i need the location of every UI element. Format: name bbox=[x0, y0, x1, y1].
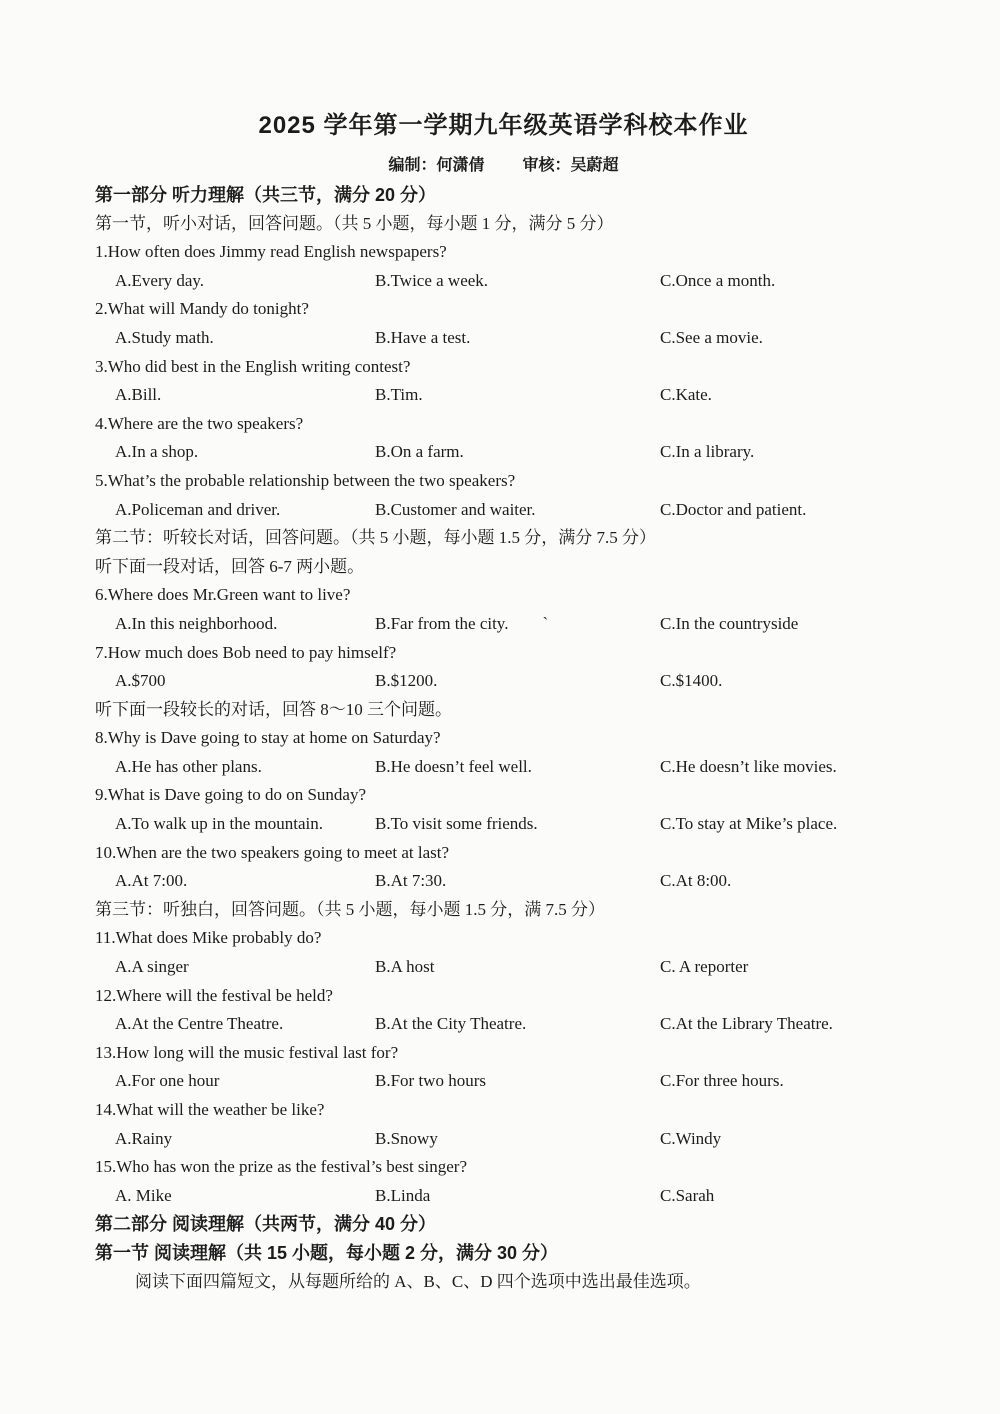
question-text: 10.When are the two speakers going to meet at last? bbox=[95, 842, 450, 862]
option-b: B.Twice a week. bbox=[375, 270, 489, 290]
options-row bbox=[95, 267, 912, 296]
options-row bbox=[95, 324, 912, 353]
option-b: B.Linda bbox=[375, 1185, 431, 1205]
instruction-line: 阅读下面四篇短文，从每题所给的 A、B、C、D 四个选项中选出最佳选项。 bbox=[135, 1271, 701, 1291]
section-heading: 第一部分 听力理解（共三节，满分 20 分） bbox=[95, 185, 437, 205]
question-text: 14.What will the weather be like? bbox=[95, 1100, 325, 1119]
option-a: A.In this neighborhood. bbox=[115, 613, 278, 633]
options-row bbox=[95, 667, 912, 696]
options-row bbox=[95, 1010, 912, 1039]
options-row bbox=[95, 438, 912, 467]
option-a: A.At 7:00. bbox=[115, 871, 188, 891]
option-b: B.At the City Theatre. bbox=[375, 1014, 527, 1034]
option-b: B.At 7:30. bbox=[375, 871, 447, 891]
option-b: B.On a farm. bbox=[375, 442, 464, 462]
option-a: A.Rainy bbox=[115, 1128, 173, 1148]
option-a: A.A singer bbox=[115, 957, 189, 977]
option-c: C.Doctor and patient. bbox=[660, 499, 807, 519]
byline-editor: 编制：何潇倩 bbox=[388, 157, 485, 174]
option-a: A.$700 bbox=[115, 671, 166, 691]
question-text: 6.Where does Mr.Green want to live? bbox=[95, 585, 351, 605]
question-text: 9.What is Dave going to do on Sunday? bbox=[95, 785, 367, 805]
question-text: 3.Who did best in the English writing contest? bbox=[95, 356, 411, 376]
question-text: 2.What will Mandy do tonight? bbox=[95, 299, 309, 319]
options-row bbox=[95, 1067, 912, 1096]
question-text: 8.Why is Dave going to stay at home on Saturday? bbox=[95, 728, 441, 748]
option-a: A.In a shop. bbox=[115, 442, 199, 462]
option-c: C.In the countryside bbox=[660, 613, 799, 633]
options-row bbox=[95, 381, 912, 410]
option-c: C.In a library. bbox=[660, 442, 755, 462]
options-row bbox=[95, 810, 912, 839]
option-a: A.Study math. bbox=[115, 327, 214, 347]
option-c: C.See a movie. bbox=[660, 327, 763, 347]
question-text: 5.What’s the probable relationship between the two speakers? bbox=[95, 470, 516, 490]
option-c: C.Kate. bbox=[660, 385, 712, 405]
option-b: B.He doesn’t feel well. bbox=[375, 756, 532, 776]
question-text: 1.How often does Jimmy read English newspapers? bbox=[95, 242, 447, 262]
question-text: 7.How much does Bob need to pay himself? bbox=[95, 642, 397, 662]
page-title: 2025 学年第一学期九年级英语学科校本作业 bbox=[258, 112, 749, 139]
option-b: B.Tim. bbox=[375, 385, 423, 405]
option-c: C.At 8:00. bbox=[660, 871, 732, 891]
option-c: C.He doesn’t like movies. bbox=[660, 756, 837, 776]
option-c: C.Sarah bbox=[660, 1185, 715, 1205]
options-row bbox=[95, 610, 912, 639]
instruction-line: 第二节：听较长对话，回答问题。（共 5 小题，每小题 1.5 分，满分 7.5 分） bbox=[95, 528, 656, 548]
option-c: C.To stay at Mike’s place. bbox=[660, 814, 838, 834]
option-a: A.Policeman and driver. bbox=[115, 499, 281, 519]
instruction-line: 第一节，听小对话，回答问题。（共 5 小题，每小题 1 分，满分 5 分） bbox=[95, 213, 614, 233]
question-text: 11.What does Mike probably do? bbox=[95, 928, 322, 948]
options-row bbox=[95, 1125, 912, 1154]
question-text: 12.Where will the festival be held? bbox=[95, 985, 333, 1005]
question-text: 15.Who has won the prize as the festival’s best singer? bbox=[95, 1157, 468, 1177]
section-heading: 第二部分 阅读理解（共两节，满分 40 分） bbox=[95, 1214, 437, 1235]
option-c: C.$1400. bbox=[660, 671, 723, 691]
question-text: 4.Where are the two speakers? bbox=[95, 413, 304, 433]
byline bbox=[95, 154, 912, 178]
option-b: B.$1200. bbox=[375, 671, 438, 691]
options-row bbox=[95, 753, 912, 782]
option-a: A.At the Centre Theatre. bbox=[115, 1014, 284, 1034]
options-row bbox=[95, 953, 912, 982]
byline-reviewer: 审核：吴蔚超 bbox=[522, 157, 619, 174]
instruction-line: 第三节：听独白，回答问题。（共 5 小题，每小题 1.5 分，满 7.5 分） bbox=[95, 899, 605, 919]
question-text: 13.How long will the music festival last for? bbox=[95, 1042, 399, 1062]
option-c: C.At the Library Theatre. bbox=[660, 1014, 833, 1034]
option-b: B.For two hours bbox=[375, 1071, 486, 1091]
option-a: A.Every day. bbox=[115, 270, 205, 290]
option-a: A.He has other plans. bbox=[115, 756, 262, 776]
option-b: B.To visit some friends. bbox=[375, 814, 538, 834]
option-b: B.A host bbox=[375, 957, 435, 977]
option-c: C.For three hours. bbox=[660, 1071, 784, 1091]
option-a: A.To walk up in the mountain. bbox=[115, 814, 323, 834]
option-c: C.Once a month. bbox=[660, 270, 776, 290]
option-a: A.Bill. bbox=[115, 385, 162, 405]
document-body bbox=[95, 181, 912, 1296]
option-c: C. A reporter bbox=[660, 957, 749, 977]
options-row bbox=[95, 1182, 912, 1211]
option-b: B.Have a test. bbox=[375, 327, 471, 347]
option-b: B.Snowy bbox=[375, 1128, 438, 1148]
instruction-line: 听下面一段对话，回答 6-7 两小题。 bbox=[95, 556, 365, 576]
option-c: C.Windy bbox=[660, 1128, 722, 1148]
option-b: B.Customer and waiter. bbox=[375, 499, 536, 519]
instruction-line: 听下面一段较长的对话，回答 8～10 三个问题。 bbox=[95, 699, 452, 719]
option-a: A.For one hour bbox=[115, 1071, 220, 1091]
options-row bbox=[95, 867, 912, 896]
section-heading: 第一节 阅读理解（共 15 小题，每小题 2 分，满分 30 分） bbox=[95, 1242, 559, 1263]
option-a: A. Mike bbox=[115, 1185, 172, 1205]
option-b: B.Far from the city. ` bbox=[375, 613, 549, 633]
options-row bbox=[95, 496, 912, 525]
